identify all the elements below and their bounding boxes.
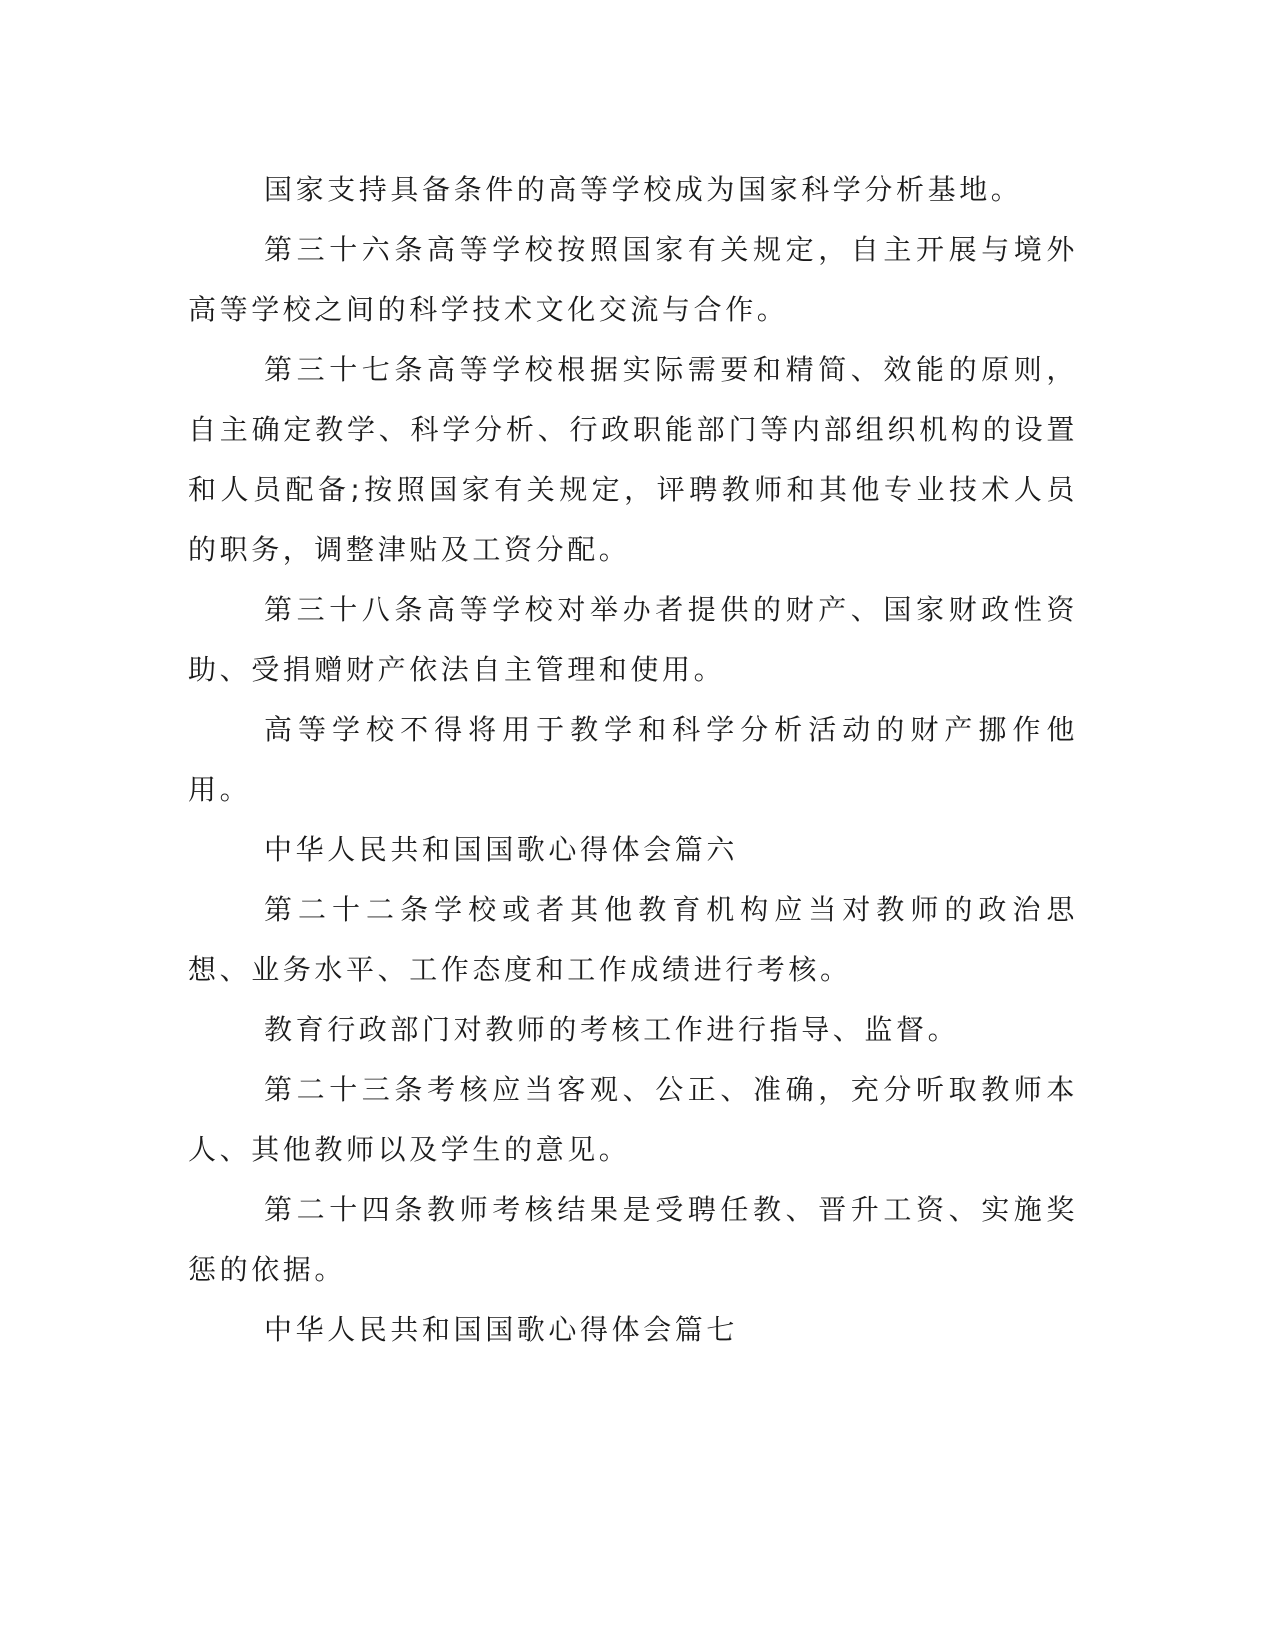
document-body [188, 160, 1078, 1360]
paragraph: 第二十三条考核应当客观、公正、准确，充分听取教师本人、其他教师以及学生的意见。 [188, 1073, 1078, 1166]
paragraph: 国家支持具备条件的高等学校成为国家科学分析基地。 [264, 173, 1023, 206]
paragraph: 第三十七条高等学校根据实际需要和精简、效能的原则，自主确定教学、科学分析、行政职能部门等内部组织机构的设置和人员配备;按照国家有关规定，评聘教师和其他专业技术人员的职务，调整津贴及工资分配。 [188, 353, 1078, 566]
section-heading: 中华人民共和国国歌心得体会篇六 [264, 833, 739, 866]
paragraph: 第三十六条高等学校按照国家有关规定，自主开展与境外高等学校之间的科学技术文化交流与合作。 [188, 233, 1078, 326]
paragraph: 教育行政部门对教师的考核工作进行指导、监督。 [264, 1013, 960, 1046]
section-heading: 中华人民共和国国歌心得体会篇七 [264, 1313, 739, 1346]
paragraph: 第二十四条教师考核结果是受聘任教、晋升工资、实施奖惩的依据。 [188, 1193, 1078, 1286]
paragraph: 第二十二条学校或者其他教育机构应当对教师的政治思想、业务水平、工作态度和工作成绩进行考核。 [188, 893, 1078, 986]
paragraph: 高等学校不得将用于教学和科学分析活动的财产挪作他用。 [188, 713, 1078, 806]
paragraph: 第三十八条高等学校对举办者提供的财产、国家财政性资助、受捐赠财产依法自主管理和使用。 [188, 593, 1078, 686]
